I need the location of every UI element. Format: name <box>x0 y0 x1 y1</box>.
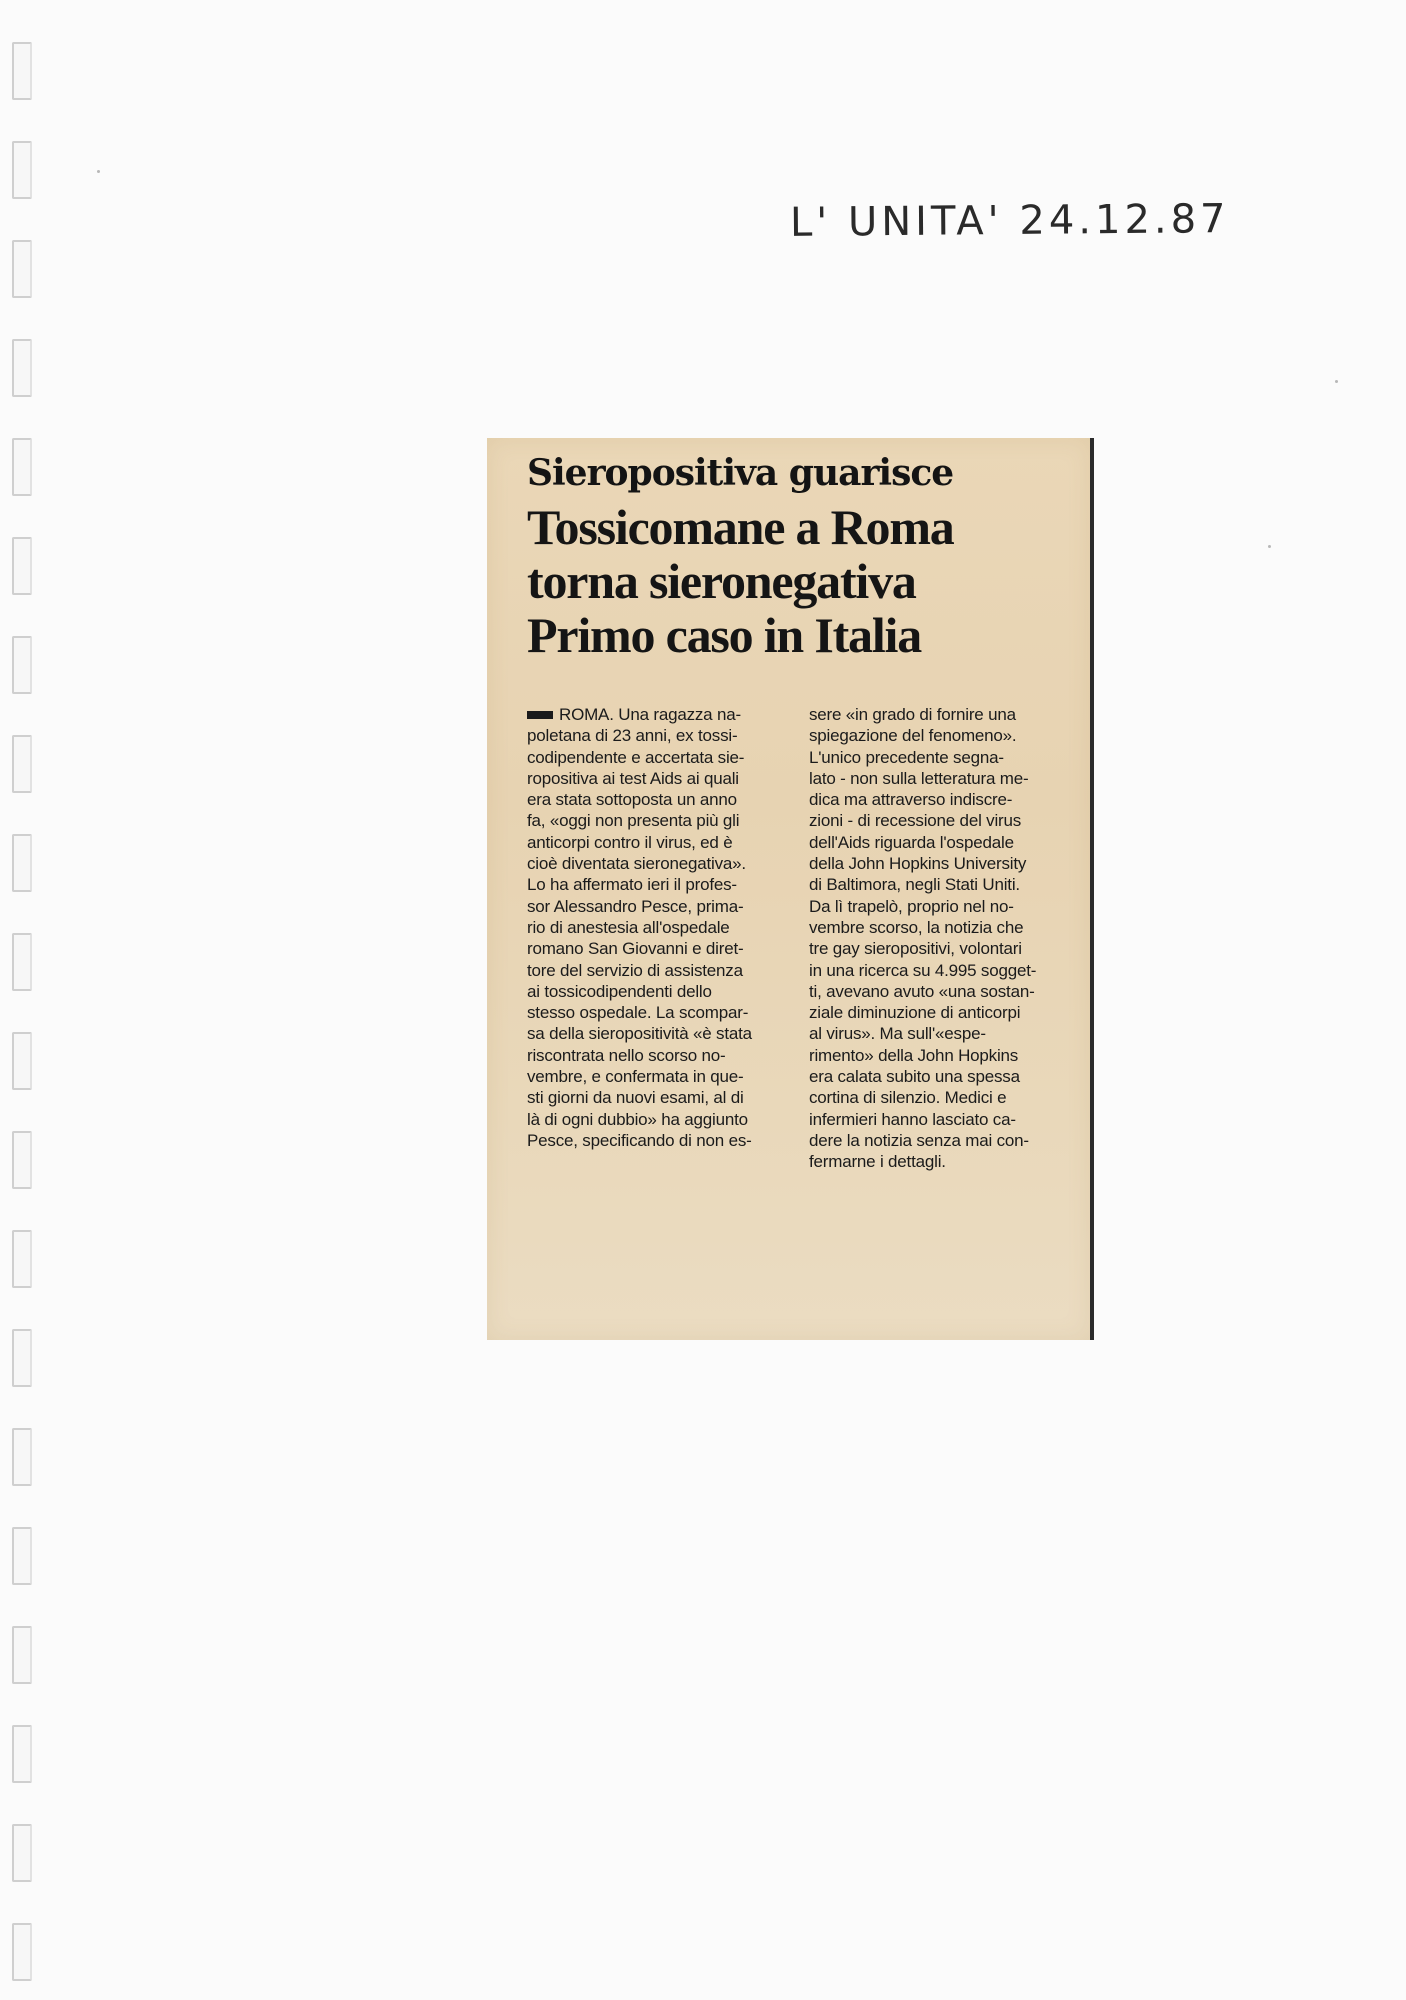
article-body <box>527 704 1077 1173</box>
article-line: sa della sieropositività «è stata <box>527 1024 752 1044</box>
article-line: ropositiva ai test Aids ai quali <box>527 768 739 788</box>
article-line: tre gay sieropositivi, volontari <box>809 939 1022 959</box>
article-line: Lo ha affermato ieri il profes- <box>527 875 737 895</box>
binder-hole <box>12 834 32 892</box>
article-line: ai tossicodipendenti dello <box>527 981 712 1001</box>
article-line: dell'Aids riguarda l'ospedale <box>809 832 1014 852</box>
article-line: in una ricerca su 4.995 sogget- <box>809 960 1037 980</box>
binder-hole <box>12 1329 32 1387</box>
binder-hole <box>12 1032 32 1090</box>
binder-hole <box>12 1527 32 1585</box>
article-column-2 <box>809 704 1077 1173</box>
headline-line: Primo caso in Italia <box>527 607 922 663</box>
article-line: vembre scorso, la notizia che <box>809 917 1024 937</box>
article-line: là di ogni dubbio» ha aggiunto <box>527 1109 748 1129</box>
article-line: al virus». Ma sull'«espe- <box>809 1024 986 1044</box>
article-line: romano San Giovanni e diret- <box>527 939 744 959</box>
article-line: sere «in grado di fornire una <box>809 705 1016 724</box>
article-line: poletana di 23 anni, ex tossi- <box>527 726 738 746</box>
article-line: dere la notizia senza mai con- <box>809 1130 1029 1150</box>
article-line: era stata sottoposta un anno <box>527 790 737 810</box>
binder-hole <box>12 933 32 991</box>
dust-speck <box>97 170 100 173</box>
binder-hole <box>12 1923 32 1981</box>
article-line: dica ma attraverso indiscre- <box>809 790 1013 810</box>
binder-hole <box>12 537 32 595</box>
article-line: rio di anestesia all'ospedale <box>527 917 730 937</box>
article-line: fermarne i dettagli. <box>809 1152 946 1172</box>
headline-line: torna sieronegativa <box>527 553 916 609</box>
headline-line: Tossicomane a Roma <box>527 499 954 555</box>
binder-hole <box>12 1824 32 1882</box>
article-line: anticorpi contro il virus, ed è <box>527 832 733 852</box>
binder-hole <box>12 339 32 397</box>
article-line: lato - non sulla letteratura me- <box>809 768 1029 788</box>
article-line: cioè diventata sieronegativa». <box>527 854 746 874</box>
article-line: Pesce, specificando di non es- <box>527 1130 752 1150</box>
article-headline <box>527 500 1067 662</box>
article-line: stesso ospedale. La scompar- <box>527 1003 749 1023</box>
binder-hole <box>12 240 32 298</box>
binder-hole <box>12 42 32 100</box>
article-line: sor Alessandro Pesce, prima- <box>527 896 744 916</box>
binder-hole <box>12 141 32 199</box>
article-line: riscontrata nello scorso no- <box>527 1045 726 1065</box>
article-line: rimento» della John Hopkins <box>809 1045 1019 1065</box>
newspaper-clipping <box>487 438 1094 1340</box>
article-line: zioni - di recessione del virus <box>809 811 1022 831</box>
dust-speck <box>1335 380 1338 383</box>
article-line: L'unico precedente segna- <box>809 747 1004 767</box>
handwritten-date-note: L' UNITA' 24.12.87 <box>789 196 1230 246</box>
binder-hole <box>12 735 32 793</box>
article-line: Da lì trapelò, proprio nel no- <box>809 896 1014 916</box>
binder-hole <box>12 1626 32 1684</box>
article-line: ziale diminuzione di anticorpi <box>809 1003 1021 1023</box>
article-line: sti giorni da nuovi esami, al di <box>527 1088 744 1108</box>
article-line: cortina di silenzio. Medici e <box>809 1088 1007 1108</box>
article-kicker: Sieropositiva guarisce <box>527 452 954 494</box>
article-line: spiegazione del fenomeno». <box>809 726 1017 746</box>
article-line: infermieri hanno lasciato ca- <box>809 1109 1016 1129</box>
binder-holes-strip <box>10 0 40 2000</box>
article-line: della John Hopkins University <box>809 854 1027 874</box>
article-line: era calata subito una spessa <box>809 1067 1020 1087</box>
article-line: ROMA. Una ragazza na- <box>559 705 741 724</box>
article-line: tore del servizio di assistenza <box>527 960 743 980</box>
article-line: codipendente e accertata sie- <box>527 747 745 767</box>
binder-hole <box>12 1725 32 1783</box>
article-column-1 <box>527 704 795 1173</box>
binder-hole <box>12 1230 32 1288</box>
dust-speck <box>1268 545 1271 548</box>
binder-hole <box>12 1428 32 1486</box>
article-line: fa, «oggi non presenta più gli <box>527 811 740 831</box>
binder-hole <box>12 438 32 496</box>
article-line: vembre, e confermata in que- <box>527 1067 744 1087</box>
binder-hole <box>12 636 32 694</box>
dateline-marker <box>527 711 553 719</box>
article-line: ti, avevano avuto «una sostan- <box>809 981 1035 1001</box>
binder-hole <box>12 1131 32 1189</box>
clipping-content <box>527 452 1067 1172</box>
article-line: di Baltimora, negli Stati Uniti. <box>809 875 1020 895</box>
